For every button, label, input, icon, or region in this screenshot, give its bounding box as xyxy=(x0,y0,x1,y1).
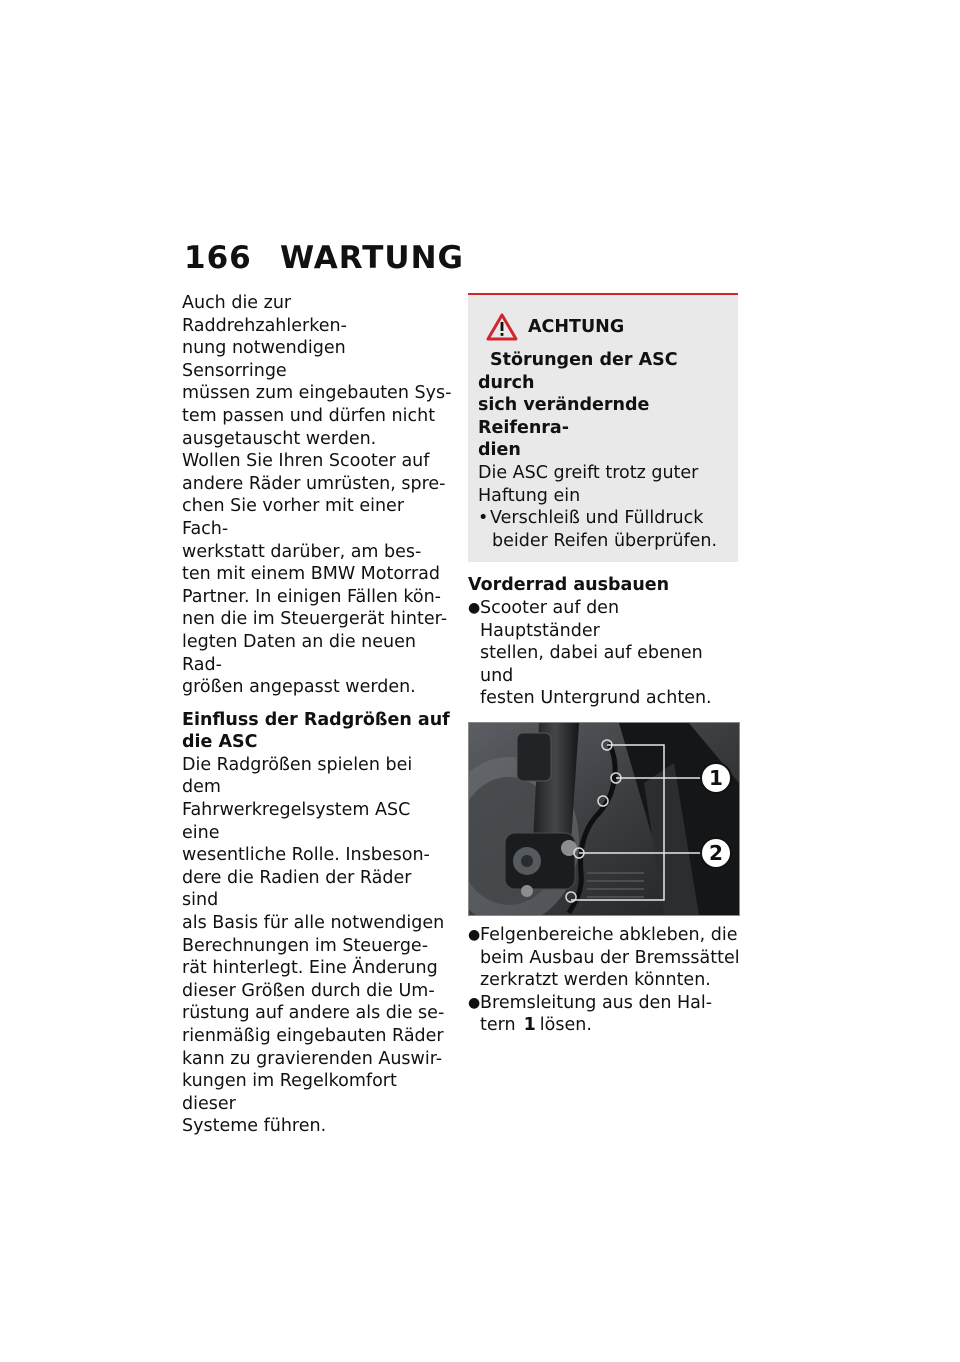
bullet-mark: ● xyxy=(468,599,481,616)
left-column xyxy=(182,292,452,1138)
warning-header xyxy=(486,313,730,341)
list-item: ● Bremsleitung aus den Hal- tern 1 lösen. xyxy=(468,992,713,1036)
brake-caliper-figure xyxy=(468,722,740,916)
list-item: ● Scooter auf den Hauptständer stellen, dabei auf ebenen und festen Untergrund achten. xyxy=(468,597,712,709)
step-list xyxy=(468,597,740,710)
page-number: 166 xyxy=(184,240,252,276)
bullet-mark: ● xyxy=(468,926,481,943)
warning-subtitle: Störungen der ASC durch sich verändernde Reifenra- dien xyxy=(478,350,678,461)
page-header xyxy=(184,240,464,280)
step-list-2 xyxy=(468,924,740,1037)
bullet-mark: ● xyxy=(468,994,481,1011)
asc-heading: Einfluss der Radgrößen auf die ASC xyxy=(182,709,450,753)
warning-triangle-icon xyxy=(486,313,518,341)
callout-2-label: 2 xyxy=(709,840,723,865)
warning-text: Die ASC greift trotz guter Haftung ein xyxy=(478,462,699,506)
warning-bullet: • Verschleiß und Fülldruck beider Reifen überprüfen. xyxy=(478,508,718,551)
conversion-paragraph: Wollen Sie Ihren Scooter auf andere Räder umrüsten, spre- chen Sie vorher mit einer Fach- werkstatt darüber, am bes- ten mit einem BMW Motorrad Partner. In einigen Fällen kön- nen die im Steuergerät hinter- legten Daten an die neuen Rad- größen angepasst werden. xyxy=(182,451,448,698)
reference-number: 1 xyxy=(523,1015,536,1036)
bullet-mark: • xyxy=(478,508,489,529)
callout-1-label: 1 xyxy=(709,765,723,790)
asc-paragraph: Die Radgrößen spielen bei dem Fahrwerkregelsystem ASC eine wesentliche Rolle. Insbeson- dere die Radien der Räder sind als Basis für alle notwendigen Berechnungen im Steuerge- rät hinterlegt. Eine Änderung dieser Größen durch die Um- rüstung auf andere als die se- rienmäßig eingebauten Räder kann zu gravierenden Auswir- kungen im Regelkomfort dieser Systeme führen. xyxy=(182,754,445,1137)
warning-box xyxy=(468,293,738,562)
brake-caliper-illustration xyxy=(469,723,739,915)
intro-paragraph: Auch die zur Raddrehzahlerken- nung notwendigen Sensorringe müssen zum eingebauten Sys- tem passen und dürfen nicht ausgetauscht werden. xyxy=(182,293,452,449)
right-column xyxy=(468,293,740,1037)
list-item: ● Felgenbereiche abkleben, die beim Ausbau der Bremssättel zerkratzt werden könnten. xyxy=(468,924,740,991)
chapter-title: WARTUNG xyxy=(280,240,464,276)
front-wheel-heading: Vorderrad ausbauen xyxy=(468,575,670,596)
warning-title: ACHTUNG xyxy=(528,316,625,337)
